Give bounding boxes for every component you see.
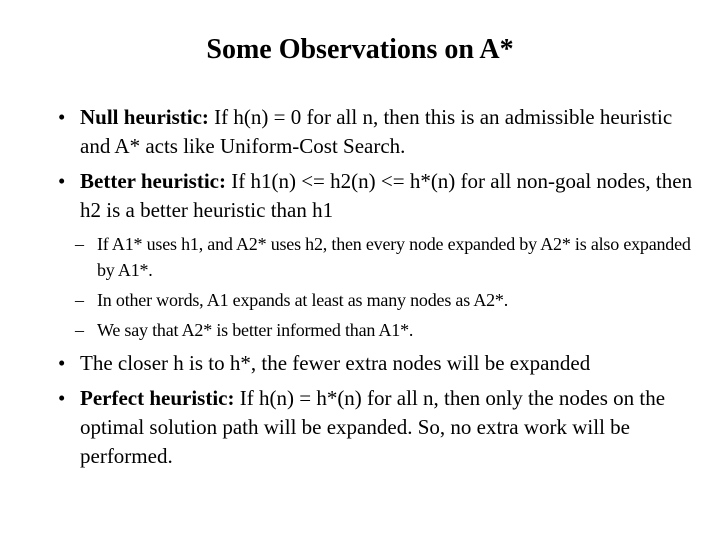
bullet-text: If h1(n) <= h2(n) <= h*(n) for all non-goal nodes, then h2 is a better heuristic than h1 (80, 169, 693, 222)
sub-bullet (75, 287, 693, 313)
sub-bullet (75, 317, 693, 343)
bullet-lead: Null heuristic: (80, 105, 209, 129)
bullet-null-heuristic (58, 103, 698, 161)
bullet-marker: • (58, 105, 66, 129)
bullet-closer-h (58, 349, 698, 378)
bullet-list (58, 103, 698, 477)
sub-bullet-text: We say that A2* is better informed than A1*. (97, 320, 414, 340)
bullet-lead: Perfect heuristic: (80, 386, 235, 410)
bullet-perfect-heuristic (58, 384, 698, 471)
bullet-better-heuristic (58, 167, 698, 343)
dash-marker: – (75, 234, 84, 254)
bullet-lead: Better heuristic: (80, 169, 226, 193)
slide-title: Some Observations on A* (206, 34, 514, 65)
bullet-text: If h(n) = 0 for all n, then this is an admissible heuristic and A* acts like Uniform-Cost Search. (80, 105, 673, 158)
bullet-text: The closer h is to h*, the fewer extra nodes will be expanded (80, 351, 591, 375)
dash-marker: – (75, 290, 84, 310)
sub-bullet (75, 231, 693, 283)
sub-bullet-text: If A1* uses h1, and A2* uses h2, then every node expanded by A2* is also expanded by A1*. (97, 234, 691, 280)
bullet-text: If h(n) = h*(n) for all n, then only the nodes on the optimal solution path will be expanded. So, no extra work will be performed. (80, 386, 666, 468)
bullet-marker: • (58, 386, 66, 410)
dash-marker: – (75, 320, 84, 340)
bullet-marker: • (58, 169, 66, 193)
bullet-marker: • (58, 351, 66, 375)
sub-bullet-text: In other words, A1 expands at least as many nodes as A2*. (97, 290, 509, 310)
sub-bullet-list (75, 231, 693, 343)
